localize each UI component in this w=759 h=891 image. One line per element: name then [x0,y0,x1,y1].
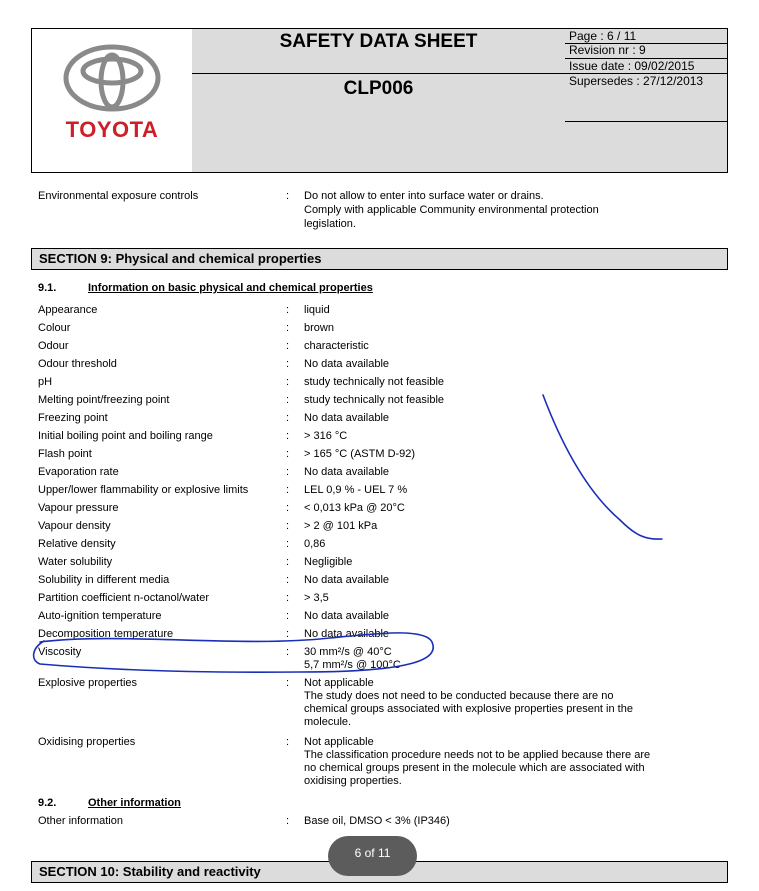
separator: : [286,815,290,827]
separator: : [286,376,290,388]
other-info-value: Base oil, DMSO < 3% (IP346) [304,815,450,827]
separator: : [286,412,290,424]
subsection-number: 9.1. [38,282,57,294]
property-value: brown [304,322,334,334]
separator: : [286,556,290,568]
property-value: No data available [304,610,390,622]
property-value: > 2 @ 101 kPa [304,520,378,532]
section-10-heading: SECTION 10: Stability and reactivity [31,861,728,883]
annotation-circle [34,633,434,672]
property-value: No data available [304,628,390,640]
separator: : [286,646,290,658]
property-value: > 3,5 [304,592,329,604]
property-label: Upper/lower flammability or explosive limits [38,484,249,496]
property-value: liquid [304,304,330,316]
property-label: Freezing point [38,412,108,424]
subsection-number: 9.2. [38,797,57,809]
viscosity-value: 30 mm²/s @ 40°C [304,646,392,658]
separator: : [286,430,290,442]
property-label: Initial boiling point and boiling range [38,430,213,442]
separator: : [286,628,290,640]
separator: : [286,592,290,604]
oxidising-line: no chemical groups present in the molecule which are associated with [304,762,645,774]
property-value: study technically not feasible [304,394,445,406]
property-label: Water solubility [38,556,113,568]
property-value: study technically not feasible [304,376,445,388]
property-label: Vapour pressure [38,502,119,514]
section-9-heading: SECTION 9: Physical and chemical properties [31,248,728,270]
property-label: Relative density [38,538,116,550]
property-value: < 0,013 kPa @ 20°C [304,502,405,514]
separator: : [286,304,290,316]
separator: : [286,502,290,514]
property-label: Auto-ignition temperature [38,610,162,622]
page-indicator: 6 of 11 [328,836,417,876]
oxidising-line: The classification procedure needs not to be applied because there are [304,749,651,761]
property-label: Evaporation rate [38,466,119,478]
env-line: Comply with applicable Community environmental protection [304,204,599,216]
explosive-line: Not applicable [304,677,374,689]
property-label: Colour [38,322,71,334]
document-title: SAFETY DATA SHEET [279,31,478,52]
env-line: legislation. [304,218,356,230]
property-label: Odour threshold [38,358,117,370]
property-value: LEL 0,9 % - UEL 7 % [304,484,408,496]
property-value: No data available [304,412,390,424]
separator: : [286,190,290,202]
separator: : [286,677,290,689]
explosive-line: The study does not need to be conducted because there are no [304,690,614,702]
viscosity-value: 5,7 mm²/s @ 100°C [304,659,401,671]
property-value: > 316 °C [304,430,348,442]
explosive-line: molecule. [304,716,352,728]
separator: : [286,520,290,532]
oxidising-label: Oxidising properties [38,736,136,748]
property-value: 0,86 [304,538,326,550]
property-label: Vapour density [38,520,111,532]
subsection-title: Other information [88,797,181,809]
supersedes-date: Supersedes : 27/12/2013 [569,74,704,88]
revision-number: Revision nr : 9 [569,43,646,57]
other-info-label: Other information [38,815,123,827]
separator: : [286,466,290,478]
separator: : [286,484,290,496]
page-number: Page : 6 / 11 [569,29,637,43]
property-label: Solubility in different media [38,574,170,586]
separator: : [286,448,290,460]
property-value: characteristic [304,340,369,352]
env-line: Do not allow to enter into surface water or drains. [304,190,544,202]
property-label: Decomposition temperature [38,628,174,640]
oxidising-line: oxidising properties. [304,775,402,787]
property-label: pH [38,376,53,388]
separator: : [286,736,290,748]
property-value: > 165 °C (ASTM D-92) [304,448,416,460]
separator: : [286,574,290,586]
oxidising-line: Not applicable [304,736,374,748]
separator: : [286,394,290,406]
viscosity-label: Viscosity [38,646,82,658]
property-label: Partition coefficient n-octanol/water [38,592,209,604]
property-label: Melting point/freezing point [38,394,170,406]
issue-date: Issue date : 09/02/2015 [569,59,695,73]
separator: : [286,340,290,352]
explosive-line: chemical groups associated with explosive properties present in the [304,703,633,715]
property-label: Odour [38,340,69,352]
property-value: No data available [304,466,390,478]
separator: : [286,538,290,550]
property-label: Flash point [38,448,92,460]
separator: : [286,610,290,622]
annotation-stroke [543,395,662,539]
document-code: CLP006 [343,78,414,99]
brand-wordmark: TOYOTA [65,117,159,142]
property-value: No data available [304,574,390,586]
explosive-label: Explosive properties [38,677,138,689]
subsection-title: Information on basic physical and chemical properties [88,282,373,294]
separator: : [286,322,290,334]
env-label: Environmental exposure controls [38,190,199,202]
property-label: Appearance [38,304,98,316]
separator: : [286,358,290,370]
property-value: Negligible [304,556,353,568]
property-value: No data available [304,358,390,370]
